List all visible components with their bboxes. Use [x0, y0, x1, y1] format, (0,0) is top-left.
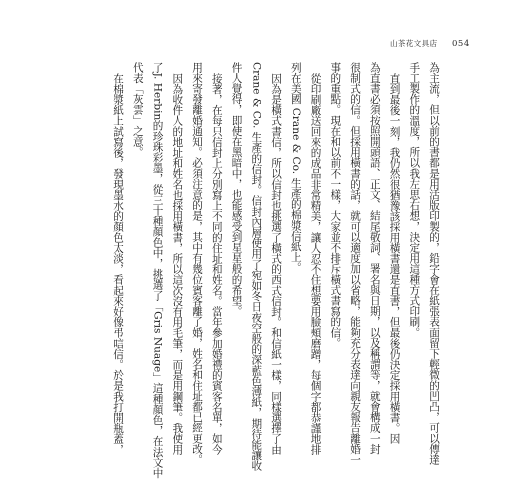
text-line: 代表「灰雲」之意。 — [131, 62, 144, 158]
text-line: 件人覺得，即使在黑暗中，也能感受到星星般的希望。 — [230, 62, 243, 317]
text-line: 用來寄發離婚通知。必須注意的是，其中有幾位賓客離了婚，姓名和住址都已經更改。 — [191, 62, 203, 465]
page-number: 054 — [452, 39, 470, 49]
text-line: 因為是橫式書信，所以信封也挑選了橫式的西式信封。和信紙一樣，同樣選擇了由 — [270, 72, 282, 455]
text-line: 為主流，但以前的書都是用活版印製的，鉛字會在紙張表面留下輕微的凹凸，可以傳達 — [428, 62, 440, 465]
text-line: 從印刷廠送回來的成品非常精美，讓人忍不住想要用臉頰磨蹭，每個字都恭謹地排 — [309, 72, 322, 455]
text-line: Crane & Co. 生產的信封。信封內層使用了宛如冬日夜空般的深藍色薄紙，期待能讓收 — [250, 62, 263, 471]
text-line: 很制式的信。但採用橫書的話，就可以適度加以省略，能夠充分表達向親友報告離婚一 — [349, 62, 361, 465]
text-line: 了J. Herbin的珍珠彩墨，從三十種顏色中，挑選了「Gris Nuage」這種顏色，在法文中 — [151, 62, 164, 479]
text-line: 接著，在每只信封上分別寫上不同的住址和姓名。當年參加婚禮的賓客名單，如今 — [210, 72, 223, 455]
text-line: 事的重點。現在和以前不一樣，大家並不排斥橫式書寫的信。 — [329, 62, 342, 349]
text-line: 直到最後一刻，我仍然很猶豫該採用橫書還是直書，但最後仍決定採用橫書。因 — [388, 72, 401, 444]
book-title: 山茶花文具店 — [390, 39, 438, 48]
text-line: 為直書必須按照開頭語、正文、結尾敬詞、署名與日期，以及稱謂等，就會構成一封 — [368, 62, 381, 455]
text-line: 列在美國 Crane & Co. 生產的棉漿信紙上。 — [289, 62, 302, 273]
text-line: 手工製作的溫度，所以我左思右想，決定用這種方式印刷。 — [408, 62, 421, 338]
text-line: 因為收件人的地址和姓名也採用橫書，所以這次沒有用毛筆，而是用鋼筆。我使用 — [171, 72, 184, 455]
text-line: 在棉漿紙上試寫後，發現墨水的顏色太淡，看起來好像弔唁信。於是我打開瓶蓋， — [112, 72, 124, 455]
